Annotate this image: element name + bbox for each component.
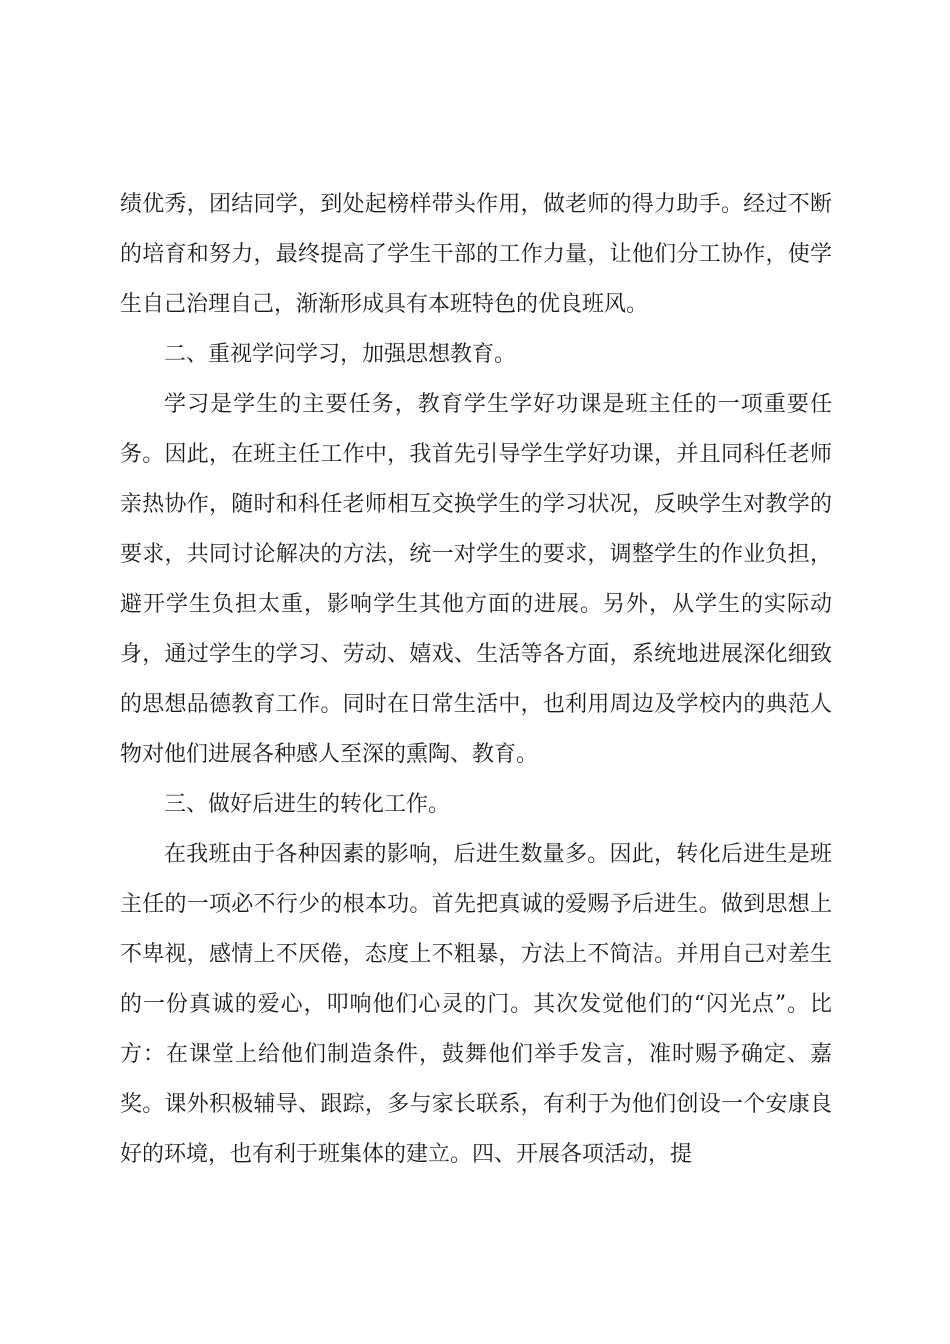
paragraph-1: 绩优秀，团结同学，到处起榜样带头作用，做老师的得力助手。经过不断的培育和努力，最终提高了学生干部的工作力量，让他们分工协作，使学生自己治理自己，渐渐形成具有本班特色的优良班风。 (120, 192, 832, 317)
section-heading-2: 二、重视学问学习，加强思想教育。 (164, 342, 517, 367)
paragraph-2: 学习是学生的主要任务，教育学生学好功课是班主任的一项重要任务。因此，在班主任工作中，我首先引导学生学好功课，并且同科任老师亲热协作，随时和科任老师相互交换学生的学习状况，反映学生对教学的要求，共同讨论解决的方法，统一对学生的要求，调整学生的作业负担，避开学生负担太重，影响学生其他方面的进展。另外，从学生的实际动身，通过学生的学习、劳动、嬉戏、生活等各方面，系统地进展深化细致的思想品德教育工作。同时在日常生活中，也利用周边及学校内的典范人物对他们进展各种感人至深的熏陶、教育。 (120, 392, 832, 767)
section-heading-3: 三、做好后进生的转化工作。 (164, 792, 451, 817)
paragraph-3: 在我班由于各种因素的影响，后进生数量多。因此，转化后进生是班主任的一项必不行少的根本功。首先把真诚的爱赐予后进生。做到思想上不卑视，感情上不厌倦，态度上不粗暴，方法上不简洁。并用自己对差生的一份真诚的爱心，叩响他们心灵的门。其次发觉他们的“闪光点”。比方：在课堂上给他们制造条件，鼓舞他们举手发言，准时赐予确定、嘉奖。课外积极辅导、跟踪，多与家长联系，有利于为他们创设一个安康良好的环境，也有利于班集体的建立。四、开展各项活动，提 (120, 842, 832, 1167)
document-page (120, 180, 832, 1180)
